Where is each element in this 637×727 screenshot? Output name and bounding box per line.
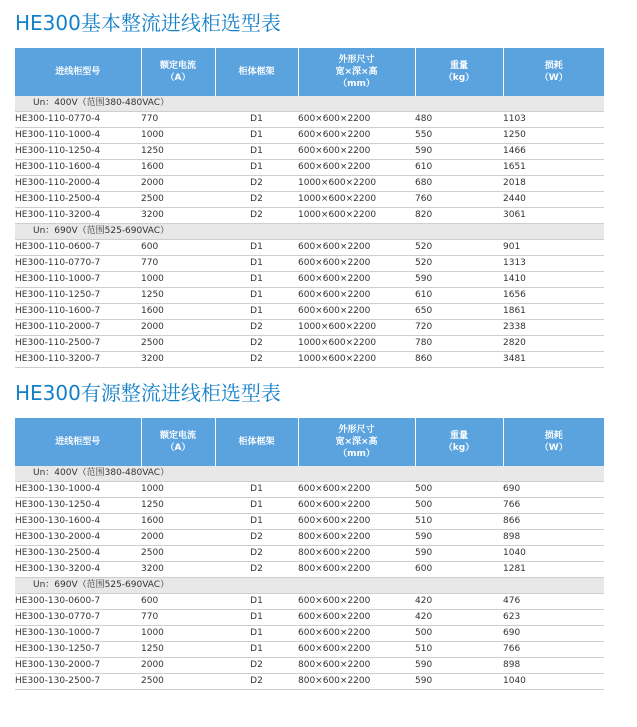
weight-cell: 590: [415, 144, 503, 160]
frame-cell: D1: [215, 482, 298, 498]
current-cell: 1600: [141, 514, 215, 530]
frame-cell: D1: [215, 498, 298, 514]
frame-cell: D1: [215, 272, 298, 288]
table-row: [15, 240, 604, 256]
frame-cell: D1: [215, 144, 298, 160]
dimensions-cell: 800×600×2200: [298, 546, 415, 562]
loss-cell: 766: [503, 642, 604, 658]
model-cell: HE300-110-1000-7: [15, 272, 141, 288]
loss-cell: 901: [503, 240, 604, 256]
weight-cell: 500: [415, 626, 503, 642]
weight-cell: 520: [415, 256, 503, 272]
weight-cell: 590: [415, 674, 503, 690]
frame-cell: D2: [215, 192, 298, 208]
table-row: [15, 642, 604, 658]
current-cell: 1000: [141, 626, 215, 642]
loss-cell: 1250: [503, 128, 604, 144]
voltage-group-row: [15, 224, 604, 240]
current-cell: 2500: [141, 546, 215, 562]
table-row: [15, 482, 604, 498]
current-cell: 2000: [141, 530, 215, 546]
table-body: [15, 96, 604, 368]
loss-cell: 866: [503, 514, 604, 530]
model-cell: HE300-110-2000-7: [15, 320, 141, 336]
current-cell: 770: [141, 610, 215, 626]
dimensions-cell: 600×600×2200: [298, 112, 415, 128]
weight-cell: 510: [415, 642, 503, 658]
table-header: [15, 48, 604, 96]
loss-cell: 898: [503, 658, 604, 674]
weight-cell: 420: [415, 594, 503, 610]
dimensions-cell: 600×600×2200: [298, 128, 415, 144]
model-cell: HE300-110-0770-4: [15, 112, 141, 128]
weight-cell: 720: [415, 320, 503, 336]
current-cell: 1000: [141, 482, 215, 498]
voltage-group-row: [15, 96, 604, 112]
header-current: 额定电流 （A）: [141, 418, 215, 466]
weight-cell: 590: [415, 546, 503, 562]
frame-cell: D2: [215, 546, 298, 562]
model-cell: HE300-110-3200-7: [15, 352, 141, 368]
dimensions-cell: 1000×600×2200: [298, 176, 415, 192]
model-cell: HE300-130-1000-4: [15, 482, 141, 498]
frame-cell: D2: [215, 208, 298, 224]
header-dimensions: 外形尺寸 宽×深×高 （mm）: [298, 418, 415, 466]
loss-cell: 3061: [503, 208, 604, 224]
frame-cell: D1: [215, 112, 298, 128]
table-header: [15, 418, 604, 466]
loss-cell: 690: [503, 482, 604, 498]
weight-cell: 680: [415, 176, 503, 192]
weight-cell: 760: [415, 192, 503, 208]
current-cell: 1250: [141, 288, 215, 304]
weight-cell: 600: [415, 562, 503, 578]
dimensions-cell: 600×600×2200: [298, 594, 415, 610]
table-row: [15, 336, 604, 352]
voltage-group-label: Un：690V（范围525-690VAC）: [15, 578, 604, 594]
current-cell: 2000: [141, 176, 215, 192]
dimensions-cell: 600×600×2200: [298, 160, 415, 176]
model-cell: HE300-110-1600-7: [15, 304, 141, 320]
current-cell: 600: [141, 240, 215, 256]
header-loss: 损耗 （W）: [503, 48, 604, 96]
weight-cell: 520: [415, 240, 503, 256]
frame-cell: D1: [215, 256, 298, 272]
current-cell: 1250: [141, 144, 215, 160]
frame-cell: D1: [215, 128, 298, 144]
frame-cell: D2: [215, 176, 298, 192]
model-cell: HE300-130-2000-7: [15, 658, 141, 674]
weight-cell: 820: [415, 208, 503, 224]
frame-cell: D1: [215, 594, 298, 610]
current-cell: 1250: [141, 642, 215, 658]
loss-cell: 1040: [503, 546, 604, 562]
loss-cell: 3481: [503, 352, 604, 368]
model-cell: HE300-130-2500-4: [15, 546, 141, 562]
weight-cell: 780: [415, 336, 503, 352]
frame-cell: D2: [215, 562, 298, 578]
current-cell: 1600: [141, 160, 215, 176]
current-cell: 3200: [141, 352, 215, 368]
frame-cell: D1: [215, 642, 298, 658]
loss-cell: 766: [503, 498, 604, 514]
weight-cell: 500: [415, 482, 503, 498]
current-cell: 2500: [141, 336, 215, 352]
loss-cell: 476: [503, 594, 604, 610]
loss-cell: 1651: [503, 160, 604, 176]
dimensions-cell: 600×600×2200: [298, 272, 415, 288]
weight-cell: 610: [415, 288, 503, 304]
dimensions-cell: 600×600×2200: [298, 626, 415, 642]
header-dimensions: 外形尺寸 宽×深×高 （mm）: [298, 48, 415, 96]
loss-cell: 1466: [503, 144, 604, 160]
frame-cell: D1: [215, 626, 298, 642]
dimensions-cell: 600×600×2200: [298, 514, 415, 530]
table-row: [15, 562, 604, 578]
frame-cell: D1: [215, 288, 298, 304]
dimensions-cell: 600×600×2200: [298, 304, 415, 320]
model-cell: HE300-110-0600-7: [15, 240, 141, 256]
current-cell: 3200: [141, 562, 215, 578]
model-cell: HE300-130-2000-4: [15, 530, 141, 546]
weight-cell: 480: [415, 112, 503, 128]
loss-cell: 1410: [503, 272, 604, 288]
table-row: [15, 192, 604, 208]
dimensions-cell: 600×600×2200: [298, 610, 415, 626]
table-row: [15, 256, 604, 272]
model-cell: HE300-110-1000-4: [15, 128, 141, 144]
voltage-group-label: Un：400V（范围380-480VAC）: [15, 466, 604, 482]
header-current: 额定电流 （A）: [141, 48, 215, 96]
table-row: [15, 594, 604, 610]
table-row: [15, 160, 604, 176]
header-model: 进线柜型号: [15, 418, 141, 466]
model-cell: HE300-130-2500-7: [15, 674, 141, 690]
voltage-group-row: [15, 466, 604, 482]
table-row: [15, 144, 604, 160]
table-row: [15, 304, 604, 320]
dimensions-cell: 800×600×2200: [298, 562, 415, 578]
header-model: 进线柜型号: [15, 48, 141, 96]
selection-table: [15, 418, 604, 690]
dimensions-cell: 600×600×2200: [298, 256, 415, 272]
dimensions-cell: 600×600×2200: [298, 288, 415, 304]
current-cell: 1600: [141, 304, 215, 320]
header-weight: 重量 （kg）: [415, 48, 503, 96]
frame-cell: D2: [215, 320, 298, 336]
current-cell: 2000: [141, 320, 215, 336]
loss-cell: 1861: [503, 304, 604, 320]
frame-cell: D2: [215, 336, 298, 352]
table-row: [15, 610, 604, 626]
frame-cell: D2: [215, 674, 298, 690]
weight-cell: 590: [415, 272, 503, 288]
current-cell: 770: [141, 112, 215, 128]
frame-cell: D2: [215, 352, 298, 368]
model-cell: HE300-110-1250-7: [15, 288, 141, 304]
table-row: [15, 546, 604, 562]
weight-cell: 610: [415, 160, 503, 176]
selection-table: [15, 48, 604, 368]
dimensions-cell: 800×600×2200: [298, 530, 415, 546]
voltage-group-label: Un：400V（范围380-480VAC）: [15, 96, 604, 112]
model-cell: HE300-110-2500-7: [15, 336, 141, 352]
current-cell: 1000: [141, 272, 215, 288]
model-cell: HE300-110-0770-7: [15, 256, 141, 272]
table-row: [15, 112, 604, 128]
weight-cell: 650: [415, 304, 503, 320]
model-cell: HE300-130-1000-7: [15, 626, 141, 642]
voltage-group-row: [15, 578, 604, 594]
model-cell: HE300-130-0600-7: [15, 594, 141, 610]
loss-cell: 623: [503, 610, 604, 626]
model-cell: HE300-130-1250-4: [15, 498, 141, 514]
header-loss: 损耗 （W）: [503, 418, 604, 466]
loss-cell: 2018: [503, 176, 604, 192]
table-row: [15, 674, 604, 690]
weight-cell: 500: [415, 498, 503, 514]
frame-cell: D2: [215, 658, 298, 674]
table-row: [15, 658, 604, 674]
current-cell: 2500: [141, 192, 215, 208]
header-weight: 重量 （kg）: [415, 418, 503, 466]
dimensions-cell: 600×600×2200: [298, 240, 415, 256]
loss-cell: 1040: [503, 674, 604, 690]
loss-cell: 2440: [503, 192, 604, 208]
section-title: HE300有源整流进线柜选型表: [15, 381, 281, 405]
table-row: [15, 288, 604, 304]
model-cell: HE300-110-2500-4: [15, 192, 141, 208]
weight-cell: 420: [415, 610, 503, 626]
header-frame: 柜体框架: [215, 418, 298, 466]
dimensions-cell: 800×600×2200: [298, 658, 415, 674]
dimensions-cell: 600×600×2200: [298, 144, 415, 160]
model-cell: HE300-110-1250-4: [15, 144, 141, 160]
table-row: [15, 176, 604, 192]
dimensions-cell: 600×600×2200: [298, 482, 415, 498]
current-cell: 2000: [141, 658, 215, 674]
weight-cell: 590: [415, 530, 503, 546]
loss-cell: 1103: [503, 112, 604, 128]
current-cell: 770: [141, 256, 215, 272]
current-cell: 600: [141, 594, 215, 610]
table-body: [15, 466, 604, 690]
current-cell: 2500: [141, 674, 215, 690]
model-cell: HE300-130-3200-4: [15, 562, 141, 578]
loss-cell: 2338: [503, 320, 604, 336]
table-row: [15, 498, 604, 514]
dimensions-cell: 600×600×2200: [298, 498, 415, 514]
frame-cell: D1: [215, 304, 298, 320]
model-cell: HE300-110-1600-4: [15, 160, 141, 176]
model-cell: HE300-130-1600-4: [15, 514, 141, 530]
loss-cell: 2820: [503, 336, 604, 352]
dimensions-cell: 800×600×2200: [298, 674, 415, 690]
loss-cell: 1313: [503, 256, 604, 272]
table-row: [15, 352, 604, 368]
loss-cell: 898: [503, 530, 604, 546]
dimensions-cell: 1000×600×2200: [298, 192, 415, 208]
frame-cell: D1: [215, 610, 298, 626]
current-cell: 1250: [141, 498, 215, 514]
weight-cell: 510: [415, 514, 503, 530]
loss-cell: 1281: [503, 562, 604, 578]
header-frame: 柜体框架: [215, 48, 298, 96]
frame-cell: D1: [215, 514, 298, 530]
dimensions-cell: 1000×600×2200: [298, 208, 415, 224]
frame-cell: D2: [215, 530, 298, 546]
dimensions-cell: 1000×600×2200: [298, 336, 415, 352]
loss-cell: 690: [503, 626, 604, 642]
current-cell: 3200: [141, 208, 215, 224]
model-cell: HE300-110-3200-4: [15, 208, 141, 224]
loss-cell: 1656: [503, 288, 604, 304]
dimensions-cell: 1000×600×2200: [298, 320, 415, 336]
section-title: HE300基本整流进线柜选型表: [15, 11, 281, 35]
frame-cell: D1: [215, 160, 298, 176]
model-cell: HE300-110-2000-4: [15, 176, 141, 192]
table-row: [15, 626, 604, 642]
dimensions-cell: 1000×600×2200: [298, 352, 415, 368]
weight-cell: 860: [415, 352, 503, 368]
dimensions-cell: 600×600×2200: [298, 642, 415, 658]
model-cell: HE300-130-1250-7: [15, 642, 141, 658]
voltage-group-label: Un：690V（范围525-690VAC）: [15, 224, 604, 240]
table-row: [15, 320, 604, 336]
weight-cell: 550: [415, 128, 503, 144]
current-cell: 1000: [141, 128, 215, 144]
table-row: [15, 514, 604, 530]
model-cell: HE300-130-0770-7: [15, 610, 141, 626]
frame-cell: D1: [215, 240, 298, 256]
table-row: [15, 208, 604, 224]
table-row: [15, 272, 604, 288]
table-row: [15, 128, 604, 144]
table-row: [15, 530, 604, 546]
weight-cell: 590: [415, 658, 503, 674]
